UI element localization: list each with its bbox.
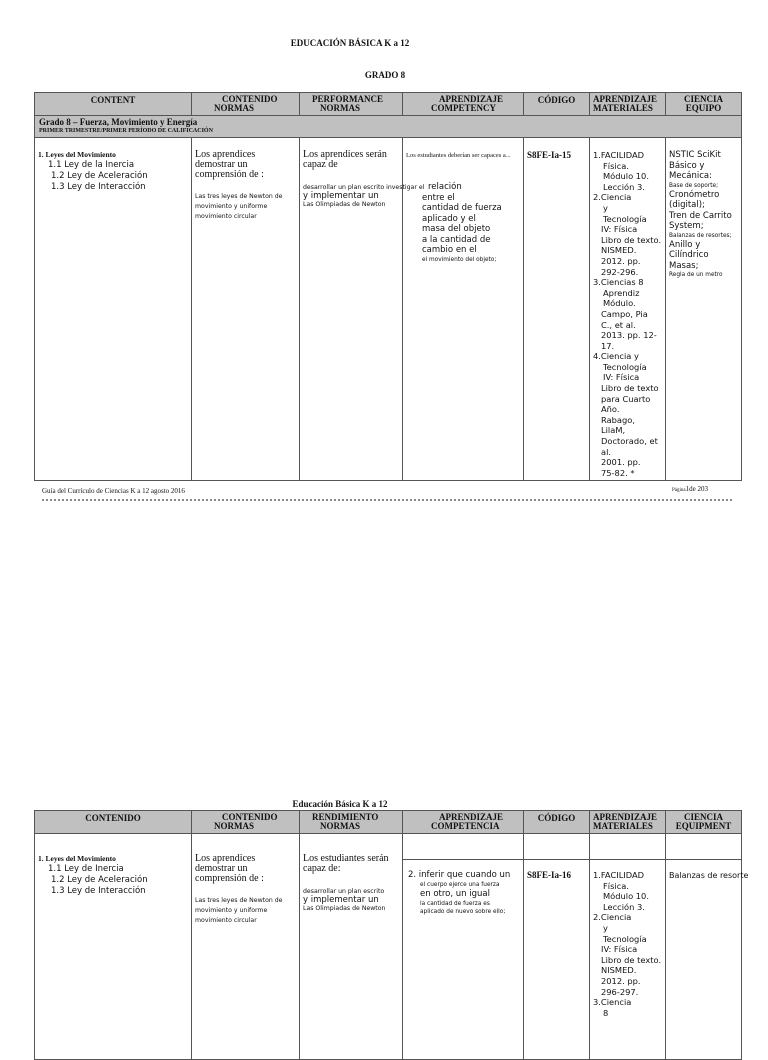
- material-line: Libro de texto: [601, 383, 659, 394]
- science-equipment-cell: NSTIC SciKit Básico y Mecánica: Base de soporte; Cronómetro (digital); Tren de Carrito System; Balanzas de resortes; Anillo y Cilíndrico Masas; Regla de un metro: [666, 138, 742, 481]
- material-line: Doctorado, et al.: [601, 436, 658, 457]
- material-line: 2013. pp. 12-: [601, 330, 657, 341]
- header-science-equipment-2: CIENCIA EQUIPMENT: [666, 811, 742, 834]
- material-line: 8: [603, 1007, 609, 1018]
- material-line: 2012. pp.: [601, 255, 641, 266]
- header-learning-competency: APRENDIZAJE COMPETENCY: [403, 93, 524, 116]
- material-line: 296-297.: [601, 986, 639, 997]
- header-content-2: CONTENIDO: [35, 811, 192, 834]
- section-header: Grado 8 – Fuerza, Movimiento y Energía PRIMER TRIMESTRE/PRIMER PERÍODO DE CALIFICACIÓN: [35, 116, 742, 138]
- material-line: para Cuarto: [601, 393, 651, 404]
- material-line: Física.: [603, 880, 629, 891]
- materials-empty: [590, 834, 666, 860]
- doc-title: EDUCACIÓN BÁSICA K a 12: [290, 38, 410, 48]
- material-line: Rabago,: [601, 414, 635, 425]
- material-line: 2.Ciencia: [593, 192, 632, 203]
- material-line: Libro de texto.: [601, 954, 662, 965]
- material-line: C., et al.: [601, 319, 636, 330]
- material-line: 292-296.: [601, 266, 639, 277]
- learning-competency-cell-2: 2. inferir que cuando un el cuerpo ejerce una fuerza en otro, un igual la cantidad de fuerza es aplicado de nuevo sobre ello;: [403, 860, 524, 1060]
- material-line: Física.: [603, 160, 629, 171]
- header-performance-standards: PERFORMANCE NORMAS: [300, 93, 403, 116]
- footer-guide: Guía del Currículo de Ciencias K a 12 agosto 2016: [42, 487, 185, 495]
- material-item: [593, 277, 665, 351]
- material-line: y: [603, 922, 608, 933]
- material-line: Tecnología: [603, 213, 647, 224]
- material-line: Tecnología: [603, 361, 647, 372]
- material-line: 2001. pp.: [601, 457, 641, 468]
- material-line: Tecnología: [603, 933, 647, 944]
- code-cell-2: S8FE-Ia-16: [524, 860, 590, 1060]
- header-learning-materials-2: APRENDIZAJE MATERIALES: [590, 811, 666, 834]
- equipment-empty: [666, 834, 742, 860]
- material-line: y: [603, 202, 608, 213]
- material-line: Lección 3.: [603, 901, 645, 912]
- material-line: 2012. pp.: [601, 975, 641, 986]
- grade-title: GRADO 8: [364, 70, 406, 80]
- material-line: 3.Ciencias 8: [593, 277, 644, 288]
- science-equipment-cell-2: Balanzas de resorte: [666, 860, 742, 1060]
- curriculum-table-1: [34, 92, 742, 481]
- material-line: IV: Física: [603, 372, 640, 383]
- material-item: [593, 912, 665, 997]
- material-line: LilaM,: [601, 425, 626, 436]
- performance-standards-cell: Los aprendices serán capaz de desarrollar un plan escrito investigar el y implementar un Las Olimpiadas de Newton: [300, 138, 403, 481]
- material-line: Aprendiz: [603, 287, 640, 298]
- cut-off-text-line: [42, 498, 732, 501]
- material-line: 1.FACILIDAD: [593, 870, 645, 880]
- header-content-standards-2: CONTENIDO NORMAS: [192, 811, 300, 834]
- material-line: 3.Ciencia: [593, 997, 632, 1008]
- material-item: [593, 351, 665, 478]
- header-performance-standards-2: RENDIMIENTO NORMAS: [300, 811, 403, 834]
- material-item: [593, 150, 665, 192]
- header-code: CÓDIGO: [524, 93, 590, 116]
- content-standards-cell: Los aprendices demostrar un comprensión de : Las tres leyes de Newton de movimiento y uniforme movimiento circular: [192, 138, 300, 481]
- material-line: Libro de texto.: [601, 234, 662, 245]
- curriculum-table-2: [34, 810, 749, 1060]
- header-learning-competency-2: APRENDIZAJE COMPETENCIA: [403, 811, 524, 834]
- material-line: 75-82. *: [601, 467, 635, 478]
- learning-competency-cell: Los estudiantes deberían ser capaces a... relación entre el cantidad de fuerza aplicado y el masa del objeto a la cantidad de cambio en el el movimiento del objeto;: [403, 138, 524, 481]
- content-standards-cell-2: Los aprendices demostrar un comprensión de : Las tres leyes de Newton de movimiento y uniforme movimiento circular: [192, 834, 300, 1060]
- content-cell: 1. Leyes del Movimiento 1.1 Ley de la Inercia 1.2 Ley de Aceleración 1.3 Ley de Interacción: [35, 138, 192, 481]
- material-line: NISMED.: [601, 965, 637, 976]
- header-content: CONTENT: [35, 93, 192, 116]
- material-line: Módulo.: [603, 298, 636, 309]
- material-line: IV: Física: [601, 944, 638, 955]
- header-learning-materials: APRENDIZAJE MATERIALES: [590, 93, 666, 116]
- material-line: 2.Ciencia: [593, 912, 632, 923]
- header-content-standards: CONTENIDO NORMAS: [192, 93, 300, 116]
- header-science-equipment: CIENCIA EQUIPO: [666, 93, 742, 116]
- material-line: 4.Ciencia y: [593, 351, 639, 362]
- doc-title-2: Educación Básica K a 12: [292, 799, 388, 809]
- header-code-2: CÓDIGO: [524, 811, 590, 834]
- material-line: Módulo 10.: [603, 171, 649, 182]
- material-line: NISMED.: [601, 245, 637, 256]
- material-line: Campo, Pia: [601, 308, 648, 319]
- material-item: [593, 997, 665, 1018]
- code-empty: [524, 834, 590, 860]
- material-line: Lección 3.: [603, 181, 645, 192]
- material-line: IV: Física: [601, 224, 638, 235]
- learning-materials-cell-2: [590, 860, 666, 1060]
- material-line: 1.FACILIDAD: [593, 150, 645, 160]
- material-line: 17.: [601, 340, 615, 351]
- learning-competency-empty: [403, 834, 524, 860]
- material-item: [593, 192, 665, 277]
- code-cell: S8FE-Ia-15: [524, 138, 590, 481]
- performance-standards-cell-2: Los estudiantes serán capaz de: desarrollar un plan escrito y implementar un Las Olimpiadas de Newton: [300, 834, 403, 1060]
- material-line: Año.: [601, 404, 620, 415]
- content-cell-2: 1. Leyes del Movimiento 1.1 Ley de Inercia 1.2 Ley de Aceleración 1.3 Ley de Interacción: [35, 834, 192, 1060]
- footer-page: Página1de 203: [672, 485, 708, 493]
- material-item: [593, 870, 665, 912]
- material-line: Módulo 10.: [603, 891, 649, 902]
- learning-materials-cell: [590, 138, 666, 481]
